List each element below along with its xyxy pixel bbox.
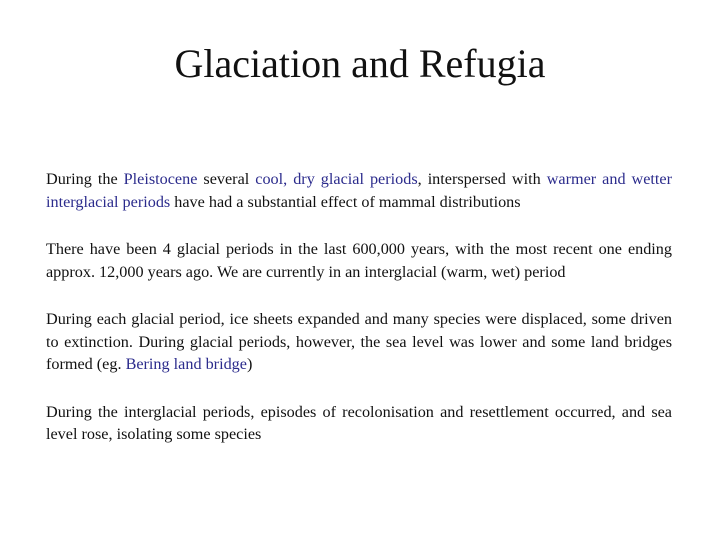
highlight-interglacial-periods: warmer and wetter interglacial periods: [46, 170, 672, 211]
text-segment: There have been 4 glacial periods in the last 600,000 years, with the most recent one ending approx. 12,000 years ago. We are currently in an interglacial (warm, wet) period: [46, 240, 672, 281]
text-segment: During the interglacial periods, episodes of recolonisation and resettlement occurred, and sea level rose, isolating some species: [46, 402, 672, 443]
text-segment: have had a substantial effect of mammal distributions: [170, 192, 521, 211]
text-segment: , interspersed with: [417, 170, 547, 188]
text-segment: During each glacial period, ice sheets expanded and many species were displaced, some driven to extinction. During glacial periods, however, the sea level was lower and some land bridges formed (eg.: [46, 310, 672, 373]
text-segment: ): [246, 355, 253, 373]
slide-body: [46, 168, 672, 471]
paragraph-interglacial: [46, 401, 672, 446]
paragraph-pleistocene: [46, 168, 672, 213]
highlight-pleistocene: Pleistocene: [123, 170, 198, 188]
highlight-bering-land-bridge: Bering land bridge: [125, 355, 247, 373]
paragraph-ice-sheets: [46, 308, 672, 376]
highlight-glacial-periods: cool, dry glacial periods: [255, 170, 418, 188]
slide-title: Glaciation and Refugia: [174, 41, 546, 86]
text-segment: several: [197, 170, 256, 188]
text-segment: During the: [46, 170, 124, 188]
paragraph-glacial-count: [46, 238, 672, 283]
